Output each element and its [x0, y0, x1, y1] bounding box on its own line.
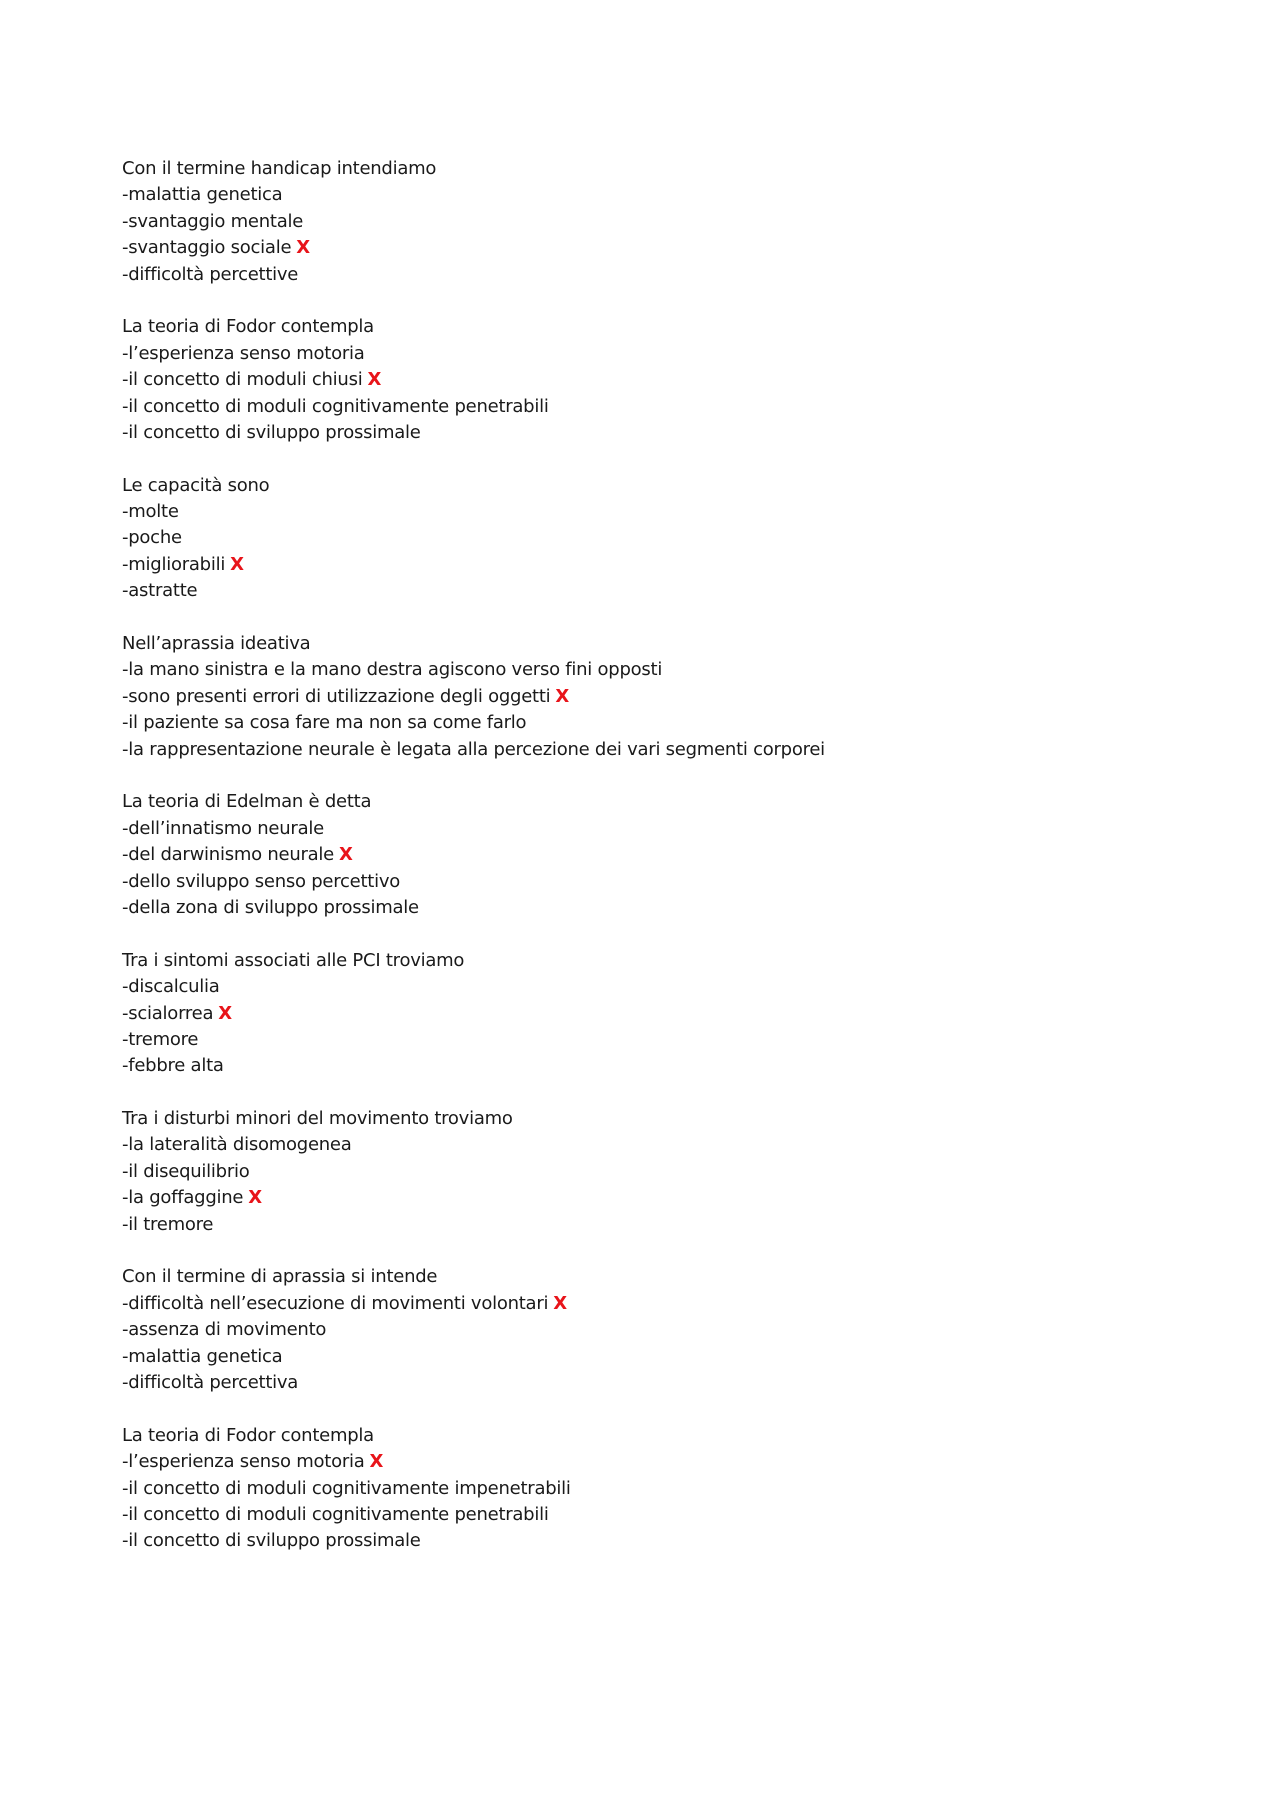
answer-option-text: -la goffaggine	[122, 1187, 244, 1209]
answer-option-text: -il disequilibrio	[122, 1160, 250, 1182]
answer-option-text: -malattia genetica	[122, 1345, 283, 1367]
answer-option	[122, 869, 1182, 895]
answer-option-text: -del darwinismo neurale	[122, 844, 334, 866]
answer-option-text: -il concetto di moduli cognitivamente impenetrabili	[122, 1477, 571, 1499]
question-text: Tra i disturbi minori del movimento troviamo	[122, 1108, 513, 1130]
answer-option-text: -il concetto di moduli cognitivamente penetrabili	[122, 395, 549, 417]
answer-option-text: -il paziente sa cosa fare ma non sa come farlo	[122, 712, 527, 734]
answer-option-text: -molte	[122, 501, 179, 523]
answer-option-text: -febbre alta	[122, 1055, 224, 1077]
quiz-content	[122, 156, 1182, 1581]
answer-option-text: -della zona di sviluppo prossimale	[122, 896, 419, 918]
question-block	[122, 1106, 1182, 1238]
answer-option	[122, 737, 1182, 763]
answer-option-text: -difficoltà percettive	[122, 263, 299, 285]
answer-option	[122, 1528, 1182, 1554]
answer-option	[122, 657, 1182, 683]
answer-option	[122, 1291, 1182, 1317]
answer-option-text: -poche	[122, 527, 182, 549]
answer-option-text: -l’esperienza senso motoria	[122, 1451, 365, 1473]
answer-option	[122, 1185, 1182, 1211]
answer-option	[122, 1317, 1182, 1343]
question-block	[122, 1264, 1182, 1396]
question-block	[122, 631, 1182, 763]
correct-answer-mark: X	[367, 369, 382, 391]
question-text: Tra i sintomi associati alle PCI troviamo	[122, 949, 465, 971]
question-text: La teoria di Fodor contempla	[122, 1424, 374, 1446]
answer-option	[122, 684, 1182, 710]
question-block	[122, 314, 1182, 446]
answer-option	[122, 235, 1182, 261]
answer-option	[122, 710, 1182, 736]
answer-option	[122, 262, 1182, 288]
answer-option-text: -dell’innatismo neurale	[122, 817, 324, 839]
answer-option	[122, 1370, 1182, 1396]
question-text: Nell’aprassia ideativa	[122, 633, 311, 655]
correct-answer-mark: X	[218, 1002, 232, 1024]
answer-option-text: -migliorabili	[122, 553, 226, 575]
question-text: La teoria di Fodor contempla	[122, 316, 374, 338]
answer-option-text: -discalculia	[122, 976, 220, 998]
question-text: Con il termine di aprassia si intende	[122, 1266, 438, 1288]
correct-answer-mark: X	[230, 553, 244, 575]
answer-option-text: -il tremore	[122, 1213, 214, 1235]
answer-option-text: -difficoltà percettiva	[122, 1371, 299, 1393]
answer-option	[122, 1053, 1182, 1079]
answer-option-text: -svantaggio mentale	[122, 210, 304, 232]
question-block	[122, 948, 1182, 1080]
answer-option	[122, 1027, 1182, 1053]
question-text: Con il termine handicap intendiamo	[122, 158, 437, 179]
question-text: La teoria di Edelman è detta	[122, 791, 372, 813]
answer-option	[122, 842, 1182, 868]
question-block	[122, 473, 1182, 605]
answer-option-text: -astratte	[122, 580, 198, 602]
correct-answer-mark: X	[555, 685, 570, 707]
answer-option-text: -difficoltà nell’esecuzione di movimenti volontari	[122, 1292, 549, 1314]
answer-option-text: -il concetto di sviluppo prossimale	[122, 1530, 421, 1552]
answer-option	[122, 1132, 1182, 1158]
question-block	[122, 789, 1182, 921]
answer-option-text: -svantaggio sociale	[122, 237, 292, 259]
answer-option	[122, 182, 1182, 208]
answer-option	[122, 895, 1182, 921]
answer-option-text: -il concetto di moduli cognitivamente penetrabili	[122, 1503, 549, 1525]
answer-option	[122, 341, 1182, 367]
answer-option	[122, 1212, 1182, 1238]
answer-option	[122, 525, 1182, 551]
answer-option	[122, 816, 1182, 842]
answer-option	[122, 394, 1182, 420]
correct-answer-mark: X	[553, 1292, 567, 1314]
answer-option	[122, 367, 1182, 393]
answer-option-text: -malattia genetica	[122, 184, 283, 206]
question-block	[122, 1423, 1182, 1555]
answer-option	[122, 1159, 1182, 1185]
correct-answer-mark: X	[339, 844, 353, 866]
answer-option	[122, 1344, 1182, 1370]
answer-option	[122, 420, 1182, 446]
answer-option	[122, 209, 1182, 235]
question-text: Le capacità sono	[122, 474, 270, 496]
answer-option-text: -assenza di movimento	[122, 1319, 327, 1341]
answer-option-text: -la lateralità disomogenea	[122, 1134, 352, 1156]
question-block	[122, 156, 1182, 288]
answer-option	[122, 578, 1182, 604]
answer-option	[122, 974, 1182, 1000]
answer-option-text: -sono presenti errori di utilizzazione degli oggetti	[122, 685, 551, 707]
answer-option	[122, 552, 1182, 578]
answer-option-text: -dello sviluppo senso percettivo	[122, 870, 400, 892]
answer-option-text: -l’esperienza senso motoria	[122, 342, 365, 364]
answer-option	[122, 1476, 1182, 1502]
answer-option	[122, 1001, 1182, 1027]
answer-option-text: -tremore	[122, 1028, 199, 1050]
answer-option-text: -la rappresentazione neurale è legata alla percezione dei vari segmenti corporei	[122, 738, 825, 760]
correct-answer-mark: X	[248, 1187, 262, 1209]
answer-option-text: -il concetto di sviluppo prossimale	[122, 421, 421, 443]
answer-option	[122, 1449, 1182, 1475]
answer-option-text: -il concetto di moduli chiusi	[122, 369, 363, 391]
answer-option	[122, 499, 1182, 525]
correct-answer-mark: X	[296, 237, 310, 259]
answer-option	[122, 1502, 1182, 1528]
answer-option-text: -la mano sinistra e la mano destra agiscono verso fini opposti	[122, 659, 663, 681]
correct-answer-mark: X	[369, 1451, 384, 1473]
answer-option-text: -scialorrea	[122, 1002, 214, 1024]
